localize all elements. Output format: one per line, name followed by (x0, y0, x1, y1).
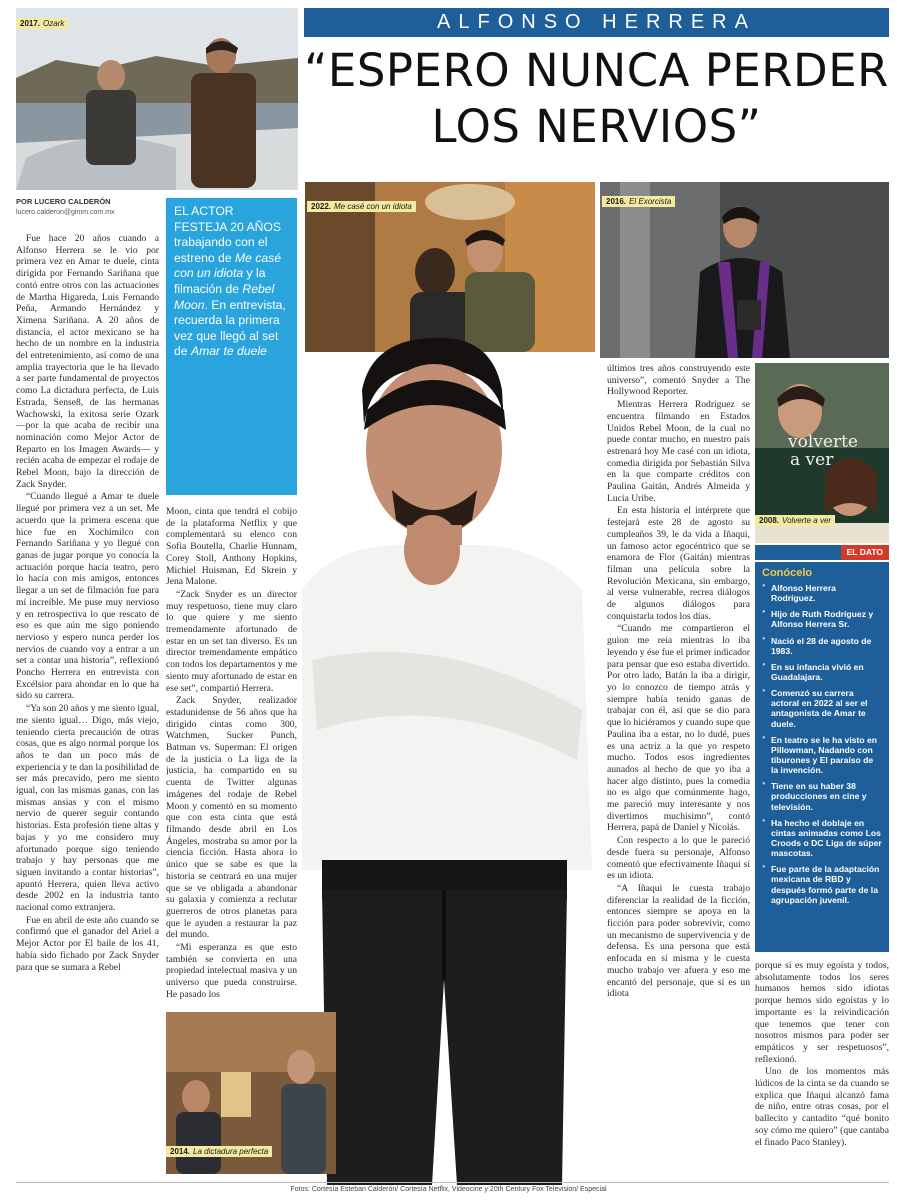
list-item: ● Nació el 28 de agosto de 1983. (762, 636, 882, 656)
el-dato-label: EL DATO (841, 545, 889, 560)
intro-box: EL ACTOR FESTEJA 20 AÑOS trabajando con el estreno de Me casé con un idiota y la filmación de Rebel Moon. En entrevista, recuerda la primera vez que llegó al set de Amar te duele (166, 198, 297, 495)
article-column-2 (166, 506, 297, 1008)
photo-el-exorcista (600, 182, 889, 358)
paragraph: Con respecto a lo que le pareció desde fuera su personaje, Alfonso comentó que efectivamente Iñaqui sí es un idiota. (607, 835, 750, 882)
paragraph: En esta historia el intérprete que festejará este 28 de agosto su cumpleaños 39, le da vida a Iñaqui, un famoso actor egocéntrico que se enamora de Flor (Gaitán) mientras filman una película sobre la Revolución Mexicana, sin embargo, al verse vulnerable, recrea diálogos de algunos diálogos para conquistarla todos los días. (607, 505, 750, 622)
article-column-1 (16, 233, 159, 1180)
paragraph: Fue en abril de este año cuando se confirmó que el ganador del Ariel a Mejor Actor por El baile de los 41, había sido fichado por Zack Snyder para que se sumara a Rebel (16, 914, 159, 973)
paragraph: “Cuando me compartieron el guion me reía mientras lo iba leyendo y ése fue el primer indicador para pensar que eso estaba divertido. Por otro lado, Batán la iba a dirigir, yo lo conozco de tiempo atrás y siempre había tenido ganas de trabajar con él, así que se dio para que lo hiciéramos y cuando supe que Paulina iba a estar, no lo dudé, pues es una actriz a la que yo respeto mucho. Todos esos ingredientes aunados al hecho de que yo iba a hacer algo distinto, pues la comedia no es algo que comúnmente hago, me pareció muy interesante y nos divertimos muchísimo”, contó Herrera, papá de Daniel y Nicolás. (607, 623, 750, 834)
main-portrait-photo (292, 330, 607, 1185)
conocelo-box (755, 562, 889, 952)
photo-credits: Fotos: Cortesía Esteban Calderón/ Cortesía Netflix, Videocine y 20th Century Fox Television/ Especial (290, 1186, 607, 1193)
list-item: ● Ha hecho el doblaje en cintas animadas como Los Croods o DC Liga de súper mascotas. (762, 818, 882, 859)
byline: POR LUCERO CALDERÓN (16, 197, 111, 206)
paragraph: “Cuando llegué a Amar te duele llegué por primera vez a un set. Me acuerdo que la primera escena que hice fue en Xochimilco con Fernando Sariñana y yo llegué con ganas de jugar porque yo conocía la actuación porque hacía teatro, pero lo hacía con mis amigos, entonces llegar a un set de filmación fue para mí increíble. Me puse muy nervioso y en retrospectiva lo que rescato de eso es que aún me sigo poniendo nervioso y espero nunca perder los nervios de cuando voy a entrar a un set a contar una historia”, reflexionó Poncho Herrera en entrevista con Excélsior para ahondar en lo que ha sido su carrera. (16, 491, 159, 702)
author-email[interactable]: lucero.calderon@gimm.com.mx (16, 209, 115, 216)
list-item: ● Tiene en su haber 38 producciones en cine y televisión. (762, 781, 882, 811)
paragraph: “Zack Snyder es un director muy respetuoso, tiene muy claro lo que quiere y me siento tremendamente afortunado de estar en un set tan diverso. Es un director tremendamente empático con todos los departamentos y me siento muy afortunado de estar en ese set”, compartió Herrera. (166, 588, 297, 694)
list-item: ● Alfonso Herrera Rodríguez. (762, 583, 882, 603)
footer-rule (16, 1182, 889, 1183)
el-dato-bar (755, 545, 889, 560)
caption-el-exorcista: 2016. El Exorcista (602, 196, 675, 207)
list-item: ● En teatro se le ha visto en Pillowman, Nadando con tiburones y El paraíso de la invención. (762, 735, 882, 776)
paragraph: Mientras Herrera Rodríguez se encuentra filmando en Estados Unidos Rebel Moon, de la cual no puede contar mucho, en nuestro país estrenará hoy Me casé con un idiota, comedia dirigida por Sebastián Silva en la que comparte créditos con Paulina Gaitán, Andrés Almeida y Lucía Uribe. (607, 399, 750, 504)
conocelo-title: Conócelo (762, 567, 813, 579)
conocelo-list (762, 583, 882, 905)
paragraph: “Mi esperanza es que esto también se convierta en una propiedad intelectual masiva y un universo que pueda construirse. He pasado los (166, 942, 297, 1000)
article-column-3 (607, 363, 750, 1181)
paragraph: “Ya son 20 años y me siento igual, me siento igual… Digo, más viejo, teniendo cierta precaución de otras cosas, que es algo normal porque los años te dan un poco más de experiencia y te dan la posibilidad de ser más precavido, pero me siento igual, con las mismas ganas, con las mismas ansias y con el mismo nervio de querer seguir contando historias. Esta profesión tiene altas y bajas y yo me considero muy afortunado porque sigo teniendo trabajo y hay personas que me siguen invitando a contar historias”, apuntó Herrera, quien lleva activo desde 2002 en la industria tanto nacional como extranjera. (16, 703, 159, 914)
paragraph: Fue hace 20 años cuando a Alfonso Herrera se le vio por primera vez en Amar te duele, cinta dirigida por Fernando Sariñana que contó entre otros con las actuaciones de Martha Higareda, Luis Fernando Peña, Armando Hernández y Ximena Sariñana. A 20 años de distancia, el actor mexicano se ha hecho de un nombre en la industria del entretenimiento, así como de una amplia trayectoria que le ha llevado a ser parte fundamental de proyectos como La dictadura perfecta, de Luis Estrada, Sense8, de las hermanas Wachowski, la exitosa serie Ozark —por la que acaba de recibir una nominación como Mejor Actor de Reparto en los Imagen Awards— y recién acaba de empezar el rodaje de Rebel Moon, bajo la dirección de Zack Snyder. (16, 233, 159, 490)
paragraph: Moon, cinta que tendrá el cobijo de la plataforma Netflix y que complementará su elenco con Sofia Boutella, Charlie Hunnam, Corey Stoll, Anthony Hopkins, Michiel Huisman, Ed Skrein y Jena Malone. (166, 506, 297, 588)
photo-ozark (16, 8, 298, 190)
list-item: ● Comenzó su carrera actoral en 2022 al ser el antagonista de Amar te duele. (762, 688, 882, 729)
paragraph: porque sí es muy egoísta y todos, absolutamente todos los seres humanos hemos sido idiotas porque hemos sido egoístas y lo importante es la reivindicación que tenemos que tener con nosotros mismos para poder ser empáticos y ser respetuosos”, reflexionó. (755, 960, 889, 1065)
list-item: ● Fue parte de la adaptación mexicana de RBD y después formó parte de la agrupación juvenil. (762, 864, 882, 905)
paragraph: “A Iñaqui le cuesta trabajo diferenciar la realidad de la ficción, entonces siempre se apoya en la ficción para poder sobrevivir, como un mecanismo de supervivencia y de defensa. Es una persona que está enfocada en sí misma y le cuesta mucho trabajo ver afuera y eso me encantó del personaje, que sí es un idiota (607, 882, 750, 1000)
paragraph: últimos tres años construyendo este universo”, comentó Snyder a The Hollywood Reporter. (607, 363, 750, 398)
caption-ozark: 2017. Ozark (16, 18, 68, 29)
paragraph: Zack Snyder, realizador estadunidense de 56 años que ha dirigido cintas como 300, Watchmen, Sucker Punch, Batman vs. Superman: El origen de la justicia o La liga de la justicia, ha compartido en su cuenta de Twitter algunas imágenes del rodaje de Rebel Moon y comentó en su momento que con esta cinta que está filmando desde abril en Los Ángeles, mostraba su amor por la ciencia ficción. Hasta ahora lo único que se sabe es que la historia se centrará en una mujer que se ve obligada a abandonar su galaxia y comienza a reclutar guerreros de otros planetas para que le ayuden a restaurar la paz del mundo. (166, 695, 297, 941)
list-item: ● En su infancia vivió en Guadalajara. (762, 662, 882, 682)
poster-title: volverte a ver (788, 432, 858, 470)
caption-me-case-con-un-idiota: 2022. Me casé con un idiota (307, 201, 416, 212)
section-banner: ALFONSO HERRERA (304, 8, 889, 37)
article-column-4 (755, 960, 889, 1181)
caption-la-dictadura-perfecta: 2014. La dictadura perfecta (166, 1146, 272, 1157)
headline: “ESPERO NUNCA PERDER LOS NERVIOS” (304, 44, 889, 153)
list-item: ● Hijo de Ruth Rodríguez y Alfonso Herrera Sr. (762, 609, 882, 629)
paragraph: Uno de los momentos más lúdicos de la cinta se da cuando se explica que Iñaqui alcanzó fama de niño, entre otras cosas, por el ballecito y cantadito “qué bonito soy cómo me quiero” (que cantaba el finado Paco Stanley). (755, 1066, 889, 1148)
caption-volverte-a-ver: 2008. Volverte a ver (755, 515, 835, 526)
